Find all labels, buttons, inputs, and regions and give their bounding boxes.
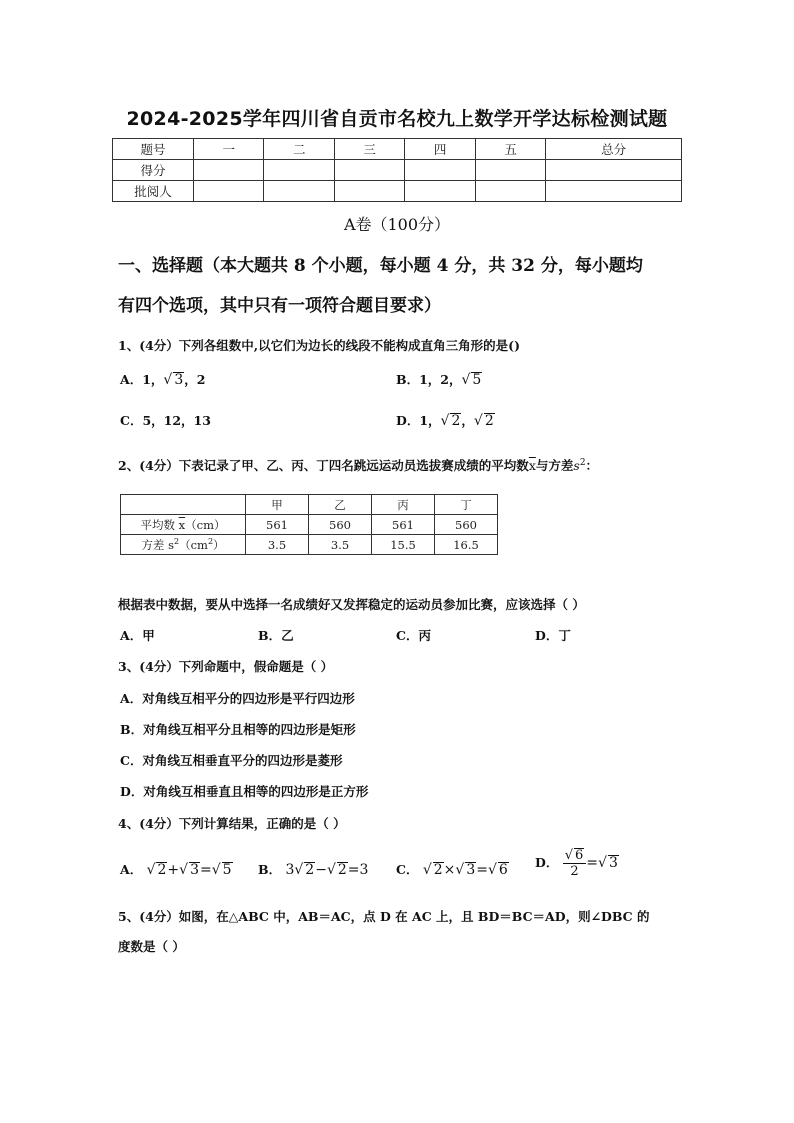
- q4-option-a-label: A．: [120, 862, 143, 877]
- times-sign: ×: [443, 862, 456, 878]
- score-header-cell: 四: [405, 139, 475, 160]
- radicand: 3: [466, 862, 476, 878]
- radicand: 3: [174, 372, 184, 388]
- fraction: [563, 848, 587, 879]
- data-table-header-row: [121, 495, 498, 515]
- data-cell: 3.5: [246, 535, 309, 555]
- score-table-row: [113, 160, 682, 181]
- equals-sign: =: [476, 862, 488, 878]
- radicand: 2: [157, 862, 167, 878]
- data-table-row: [121, 535, 498, 555]
- question-4-stem: 4、(4分）下列计算结果，正确的是（ ）: [118, 816, 346, 831]
- q2-option-b[interactable]: B．乙: [258, 628, 294, 643]
- equals-sign: =: [199, 862, 212, 878]
- score-header-cell: 题号: [113, 139, 194, 160]
- q4-option-a[interactable]: [120, 860, 233, 878]
- question-2-stem: [118, 456, 598, 474]
- score-table: [112, 138, 682, 202]
- q4-option-c-label: C．: [396, 862, 419, 877]
- score-cell[interactable]: [475, 160, 545, 181]
- score-cell[interactable]: [194, 160, 264, 181]
- q1-option-a-tail: ，2: [184, 372, 206, 387]
- score-cell[interactable]: [405, 160, 475, 181]
- sqrt-symbol: √ 5: [211, 862, 232, 878]
- radicand: 3: [608, 855, 618, 871]
- data-cell: 561: [246, 515, 309, 535]
- q3-option-a[interactable]: A．对角线互相平分的四边形是平行四边形: [120, 691, 355, 706]
- data-cell: 561: [372, 515, 435, 535]
- question-2-followup: 根据表中数据，要从中选择一名成绩好又发挥稳定的运动员参加比赛，应该选择（ ）: [118, 597, 585, 612]
- row-unit: （cm: [179, 537, 208, 552]
- question-3-stem: 3、(4分）下列命题中，假命题是（ ）: [118, 659, 334, 674]
- q2-stem-text: 2、(4分）下表记录了甲、乙、丙、丁四名跳远运动员选拔赛成绩的平均数: [118, 458, 529, 473]
- score-cell[interactable]: [334, 181, 404, 202]
- question-1-stem: 1、(4分）下列各组数中,以它们为边长的线段不能构成直角三角形的是(): [118, 338, 520, 353]
- coefficient: 3: [285, 862, 295, 878]
- radicand: 2: [484, 413, 494, 429]
- q4-option-b[interactable]: [258, 860, 368, 878]
- mean-symbol: $\overline{x}$: [178, 517, 186, 532]
- section-heading-line1: 一、选择题（本大题共 8 个小题，每小题 4 分，共 32 分，每小题均: [118, 256, 643, 276]
- score-header-cell: 总分: [546, 139, 682, 160]
- q2-stem-mid: 与方差: [535, 458, 574, 473]
- q3-option-d[interactable]: D．对角线互相垂直且相等的四边形是正方形: [120, 784, 369, 799]
- data-cell: 16.5: [435, 535, 498, 555]
- q1-option-a-label: A．1，: [120, 372, 164, 387]
- mean-symbol: $\overline{x}$: [528, 458, 536, 473]
- data-cell: 560: [435, 515, 498, 535]
- question-5-line2: 度数是（ ）: [118, 939, 185, 954]
- equals-sign: =: [347, 862, 360, 878]
- q1-option-c[interactable]: C．5，12，13: [120, 413, 211, 428]
- score-header-cell: 五: [475, 139, 545, 160]
- athlete-data-table: [120, 494, 498, 555]
- row-label-text: 方差 s: [141, 537, 174, 552]
- score-cell[interactable]: [546, 181, 682, 202]
- q4-option-b-label: B．: [258, 862, 282, 877]
- data-table-row: [121, 515, 498, 535]
- result-value: 3: [359, 862, 369, 878]
- radicand: 2: [337, 862, 347, 878]
- sqrt-symbol: √ 2: [294, 862, 315, 878]
- sqrt-symbol: √ 2: [146, 862, 167, 878]
- data-header-cell: 甲: [246, 495, 309, 515]
- q3-option-b[interactable]: B．对角线互相平分且相等的四边形是矩形: [120, 722, 356, 737]
- score-cell[interactable]: [264, 181, 334, 202]
- data-row-label: [121, 515, 246, 535]
- score-table-row: [113, 181, 682, 202]
- data-cell: 560: [309, 515, 372, 535]
- score-header-cell: 一: [194, 139, 264, 160]
- radicand: 2: [305, 862, 315, 878]
- score-table-header-row: [113, 139, 682, 160]
- data-header-cell: 乙: [309, 495, 372, 515]
- q1-option-b-label: B．1，2，: [396, 372, 462, 387]
- sqrt-symbol: √ 3: [179, 862, 199, 878]
- radicand: 3: [190, 862, 199, 878]
- q1-option-d[interactable]: [396, 411, 495, 429]
- exponent: 2: [579, 457, 586, 468]
- sqrt-symbol: √ 3: [455, 862, 476, 878]
- q2-option-c[interactable]: C．丙: [396, 628, 431, 643]
- score-header-cell: 三: [334, 139, 404, 160]
- exponent: 2: [207, 536, 214, 546]
- sqrt-symbol: √ 2: [422, 862, 443, 878]
- radicand: 2: [451, 413, 461, 429]
- q2-option-a[interactable]: A．甲: [120, 628, 155, 643]
- score-cell[interactable]: [475, 181, 545, 202]
- sqrt-symbol: √ 5: [461, 372, 482, 388]
- variance-symbol: s: [573, 458, 580, 473]
- sqrt-symbol: √ 2: [440, 413, 461, 429]
- score-cell[interactable]: [405, 181, 475, 202]
- radicand: 5: [472, 372, 482, 388]
- score-header-cell: 二: [264, 139, 334, 160]
- score-row-label: 得分: [113, 160, 194, 181]
- score-cell[interactable]: [546, 160, 682, 181]
- row-unit-close: ）: [213, 537, 225, 552]
- q1-option-a[interactable]: [120, 370, 205, 388]
- data-cell: 3.5: [309, 535, 372, 555]
- score-cell[interactable]: [334, 160, 404, 181]
- question-5-line1: 5、(4分）如图，在△ABC 中，AB＝AC，点 D 在 AC 上，且 BD＝BC＝AD，则∠DBC 的: [118, 909, 650, 924]
- section-heading-line2: 有四个选项，其中只有一项符合题目要求）: [118, 296, 441, 316]
- radicand: 6: [575, 848, 584, 863]
- page-title: 2024-2025学年四川省自贡市名校九上数学开学达标检测试题: [126, 108, 668, 130]
- sqrt-symbol: √ 3: [598, 855, 618, 871]
- volume-heading: A卷（100分）: [343, 215, 451, 234]
- data-header-cell: 丙: [372, 495, 435, 515]
- q2-option-d[interactable]: D．丁: [535, 628, 571, 643]
- sqrt-symbol: √ 2: [326, 862, 347, 878]
- q4-option-c[interactable]: [396, 860, 509, 878]
- data-cell: 15.5: [372, 535, 435, 555]
- q4-option-d-label: D．: [535, 855, 559, 870]
- q2-stem-end: ：: [585, 458, 599, 473]
- exponent: 2: [174, 536, 180, 546]
- minus-sign: −: [315, 862, 327, 878]
- score-row-label: 批阅人: [113, 181, 194, 202]
- row-label-text: 平均数: [140, 517, 175, 532]
- denominator: 2: [570, 864, 579, 879]
- radicand: 6: [498, 862, 508, 878]
- q1-option-d-label: D．1，: [396, 413, 441, 428]
- score-cell[interactable]: [264, 160, 334, 181]
- radicand: 2: [433, 862, 443, 878]
- radicand: 5: [222, 862, 232, 878]
- sqrt-symbol: √ 2: [473, 413, 494, 429]
- data-header-cell: 丁: [435, 495, 498, 515]
- sqrt-symbol: √ 3: [163, 372, 184, 388]
- data-row-label: [121, 535, 246, 555]
- score-cell[interactable]: [194, 181, 264, 202]
- sqrt-symbol: √ 6: [487, 862, 508, 878]
- data-header-cell: [121, 495, 246, 515]
- q3-option-c[interactable]: C．对角线互相垂直平分的四边形是菱形: [120, 753, 343, 768]
- q4-option-d[interactable]: [535, 848, 619, 879]
- row-unit: （cm）: [185, 517, 226, 532]
- separator: ，: [461, 413, 474, 428]
- q1-option-b[interactable]: [396, 370, 482, 388]
- plus-sign: +: [167, 862, 180, 878]
- numerator: √ 6: [563, 848, 587, 864]
- equals-sign: =: [586, 855, 599, 871]
